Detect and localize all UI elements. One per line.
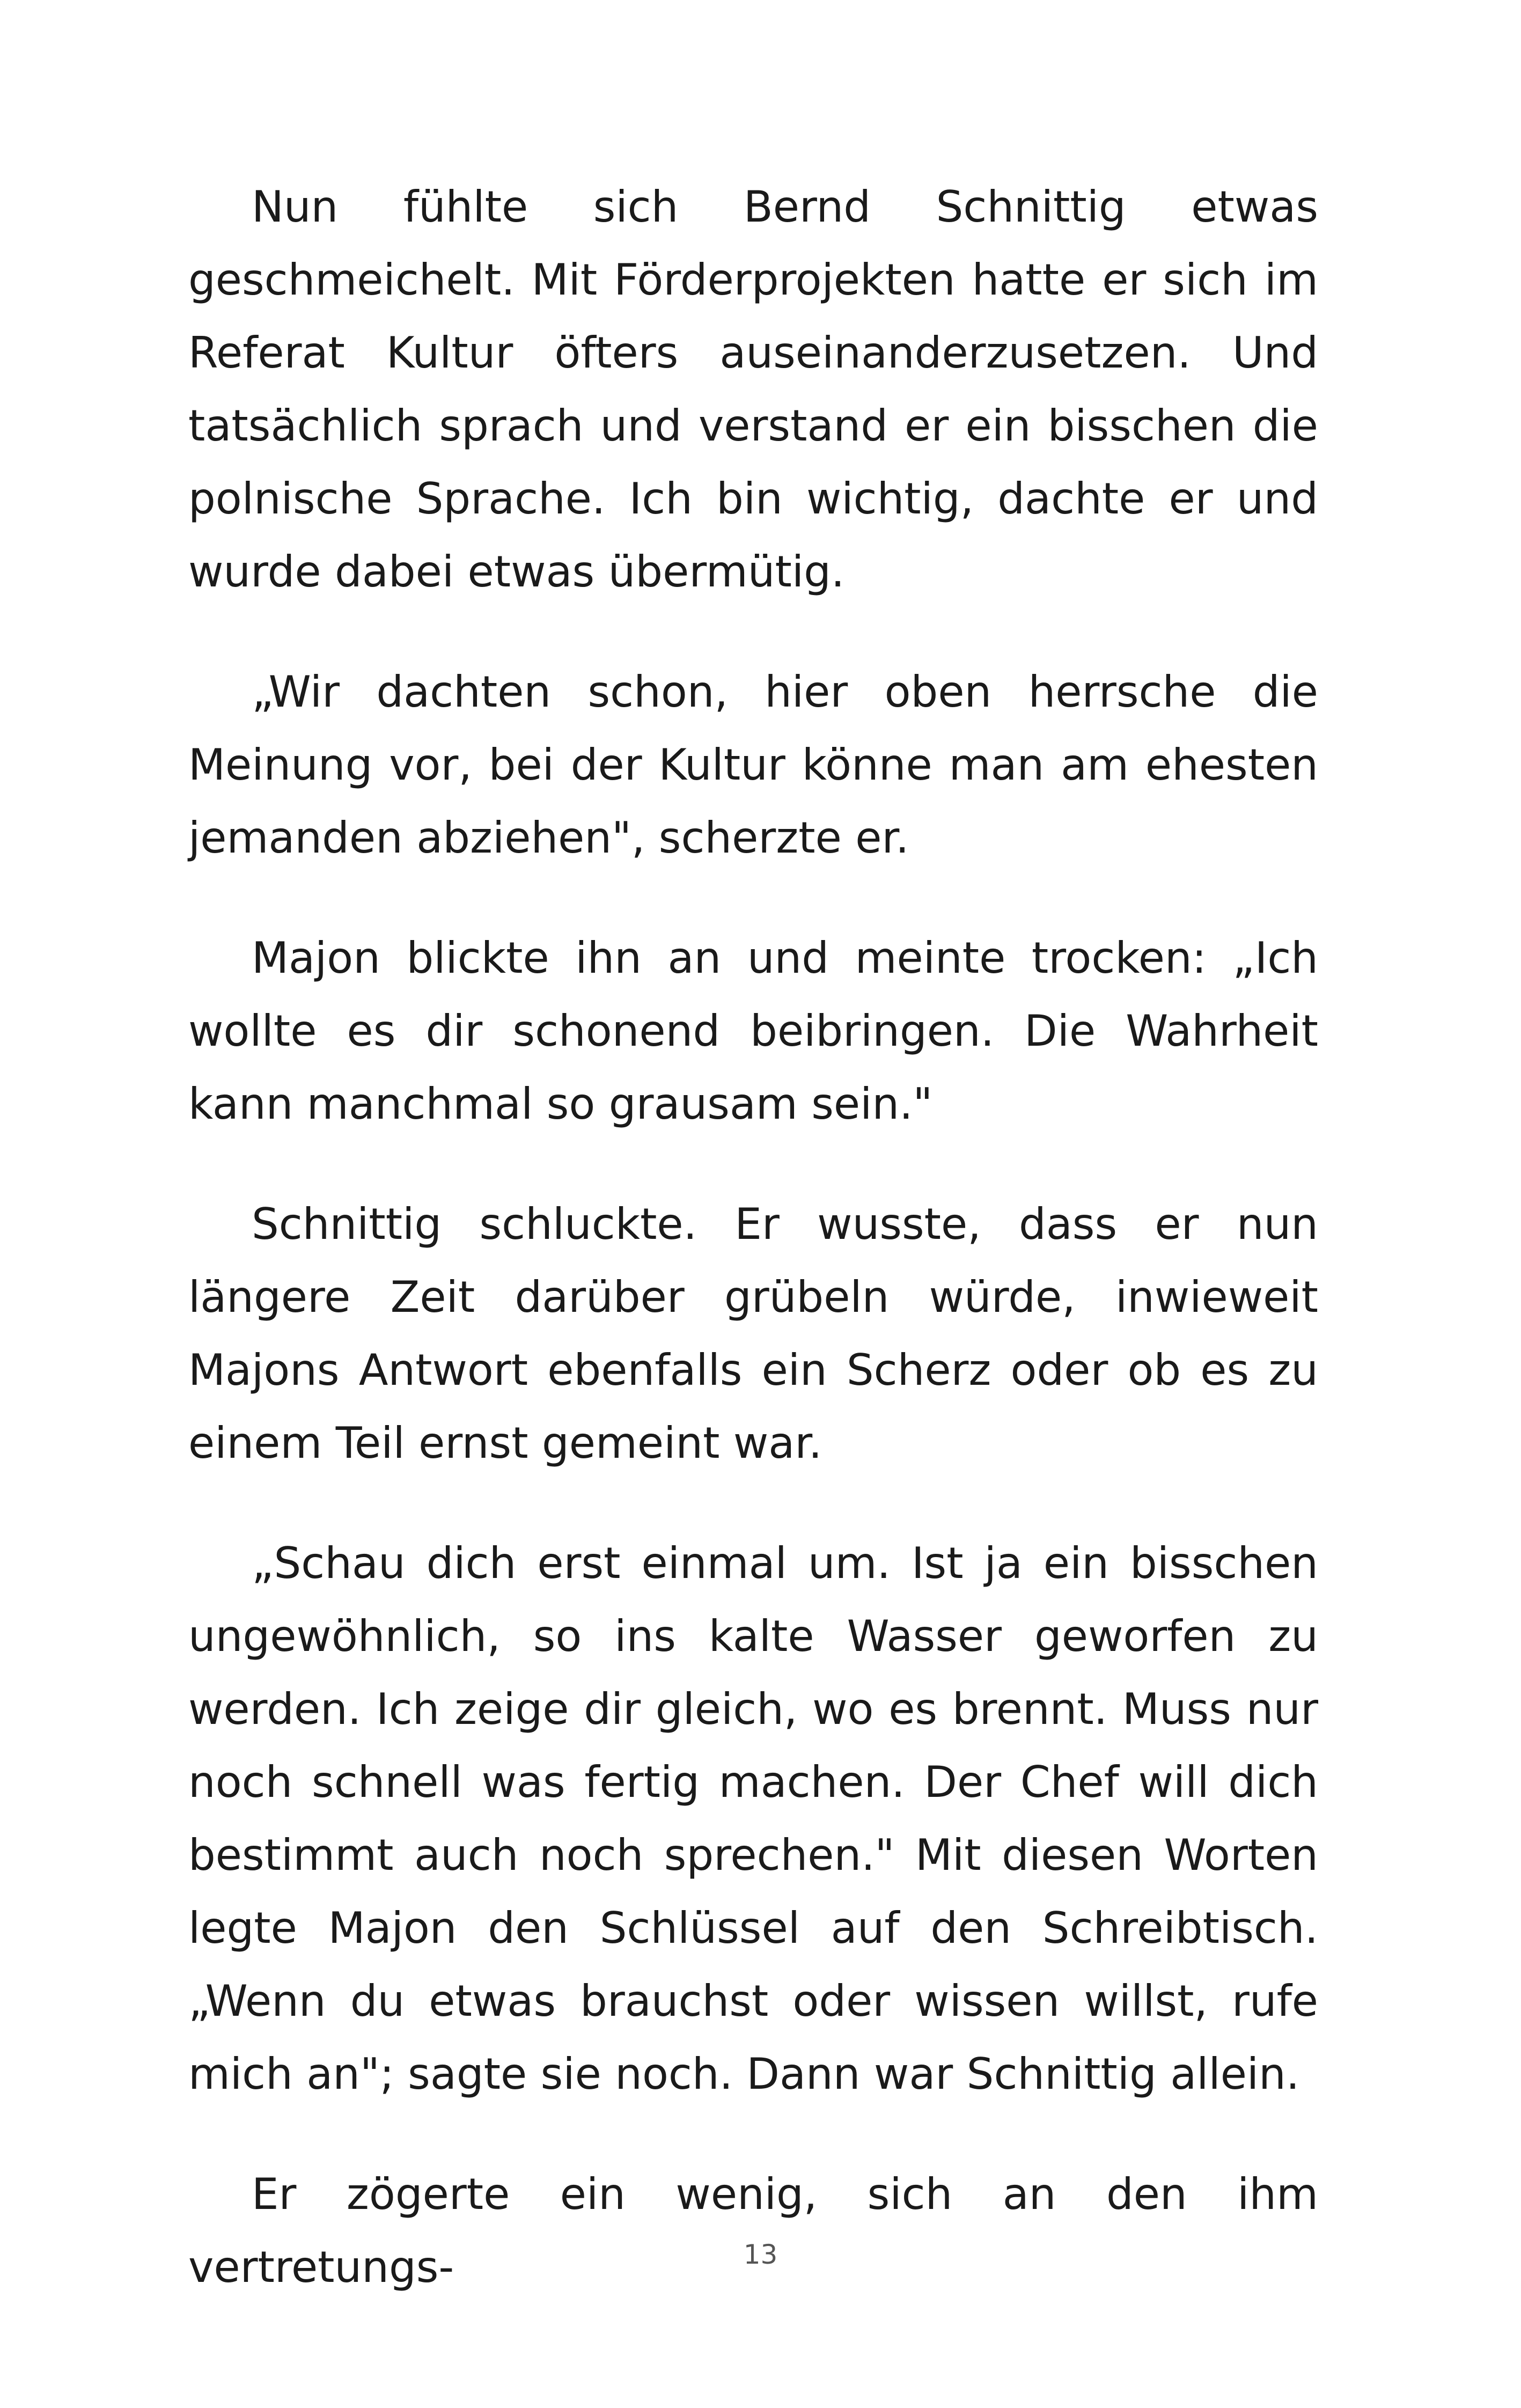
paragraph: Er zögerte ein wenig, sich an den ihm vertretungs- [188,2169,1318,2292]
page-body [188,171,1318,2304]
paragraph: Nun fühlte sich Bernd Schnittig etwas geschmeichelt. Mit Förderprojekten hatte er sich im Referat Kultur öfters auseinanderzusetzen. Und tatsächlich sprach und verstand er ein bisschen die polnische Sprache. Ich bin wichtig, dachte er und wurde dabei etwas übermütig. [188,182,1318,597]
paragraph: „Schau dich erst einmal um. Ist ja ein bisschen ungewöhnlich, so ins kalte Wasser geworfen zu werden. Ich zeige dir gleich, wo es brennt. Muss nur noch schnell was fertig machen. Der Chef will dich bestimmt auch noch sprechen." Mit diesen Worten legte Majon den Schlüssel auf den Schreibtisch. „Wenn du etwas brauchst oder wissen willst, rufe mich an"; sagte sie noch. Dann war Schnittig allein. [188,1538,1318,2099]
paragraph: Majon blickte ihn an und meinte trocken: „Ich wollte es dir schonend beibringen. Die Wahrheit kann manchmal so grausam sein." [188,933,1318,1129]
page-number: 13 [743,2239,778,2270]
paragraph: „Wir dachten schon, hier oben herrsche die Meinung vor, bei der Kultur könne man am ehesten jemanden abziehen", scherzte er. [188,667,1318,863]
paragraph: Schnittig schluckte. Er wusste, dass er nun längere Zeit darüber grübeln würde, inwieweit Majons Antwort ebenfalls ein Scherz oder ob es zu einem Teil ernst gemeint war. [188,1199,1318,1468]
